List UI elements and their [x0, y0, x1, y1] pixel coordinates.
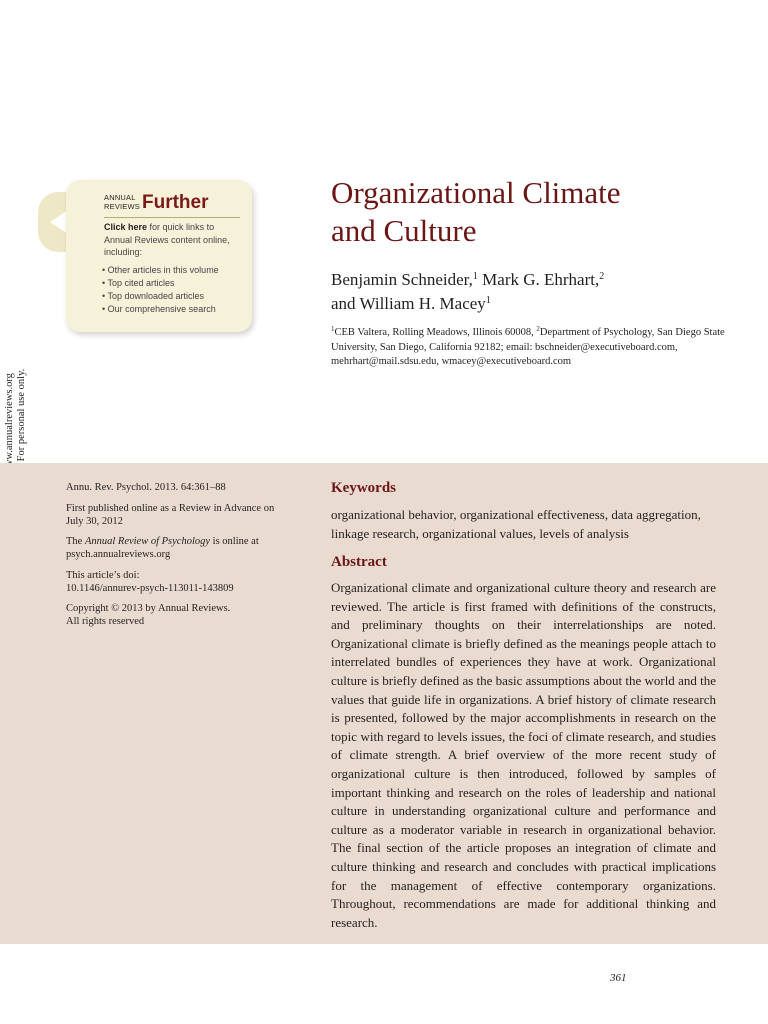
online-pre: The — [66, 536, 85, 547]
title-line2: and Culture — [331, 213, 477, 248]
online-post: is online at psych.annualreviews.org — [66, 536, 259, 560]
author-list — [331, 268, 751, 316]
affil-part-1: CEB Valtera, Rolling Meadows, Illinois 60008, — [334, 327, 537, 338]
further-link-top-downloaded[interactable]: • Top downloaded articles — [102, 291, 205, 301]
further-link-other-articles[interactable]: • Other articles in this volume — [102, 265, 219, 275]
article-title — [331, 174, 751, 250]
affil-sup-1: 1 — [331, 325, 335, 333]
rights: All rights reserved — [66, 616, 145, 627]
further-label: Further — [142, 192, 209, 213]
further-link-top-cited[interactable]: • Top cited articles — [102, 278, 175, 288]
further-links-list — [102, 264, 247, 316]
doi-block — [66, 569, 286, 595]
click-here-link[interactable]: Click here — [104, 222, 148, 232]
further-intro — [104, 221, 244, 259]
affiliations — [331, 326, 731, 370]
author-1-affil: 1 — [472, 271, 478, 282]
affil-sup-2: 2 — [536, 325, 540, 333]
further-box[interactable] — [66, 180, 252, 332]
title-line1: Organizational Climate — [331, 175, 621, 210]
abstract-heading: Abstract — [331, 554, 387, 570]
author-2-affil: 2 — [599, 271, 605, 282]
further-divider — [104, 217, 240, 218]
annual-reviews-label: ANNUAL REVIEWS — [104, 193, 140, 211]
journal-name: Annual Review of Psychology — [84, 536, 211, 547]
author-3: and William H. Macey — [331, 294, 486, 313]
online-note — [66, 535, 286, 561]
further-link-search[interactable]: • Our comprehensive search — [102, 304, 216, 314]
abstract-text: Organizational climate and organizational culture theory and research are reviewed. The article is first framed with definitions of the constructs, and preliminary thoughts on their interrelationships are noted. Organizational climate is briefly defined as the meanings people attach to interrelated bundles of experiences they have at work. Organizational culture is briefly defined as the basic assumptions about the world and the values that guide life in organizations. A brief history of climate research is presented, followed by the major accomplishments in research on the topic with regard to levels issues, the foci of climate research, and studies of climate strength. A brief overview of the more recent study of organizational culture is then introduced, followed by samples of important thinking and research on the roles of leadership and national culture in understanding organizational culture and performance and culture as a moderator variable in research in organizational behavior. The final section of the article proposes an integration of climate and culture thinking and research and concludes with practical implications for the management of effective contemporary organizations. Throughout, recommendations are made for additional thinking and research. — [331, 580, 716, 930]
copyright-block — [66, 602, 286, 628]
doi-label: This article’s doi: — [66, 569, 140, 581]
keywords-text: organizational behavior, organizational effectiveness, data aggregation, linkage research, organizational values, levels of analysis — [331, 507, 701, 541]
article-meta — [66, 481, 286, 636]
affil-part-2: Department of Psychology, San Diego State University, San Diego, California 92182; email: bschneider@executiveboard.com, mehrhart@mail.sdsu.edu, wmacey@executiveboard.com — [331, 327, 725, 367]
author-2: Mark G. Ehrhart, — [477, 270, 600, 289]
author-3-affil: 1 — [485, 295, 491, 306]
author-1: Benjamin Schneider, — [331, 270, 473, 289]
doi-value[interactable]: 10.1146/annurev-psych-113011-143809 — [66, 582, 234, 594]
first-published: First published online as a Review in Advance on July 30, 2012 — [66, 502, 275, 527]
page-number: 361 — [610, 972, 627, 984]
keywords-heading: Keywords — [331, 480, 396, 496]
citation: Annu. Rev. Psychol. 2013. 64:361–88 — [66, 482, 226, 493]
copyright: Copyright © 2013 by Annual Reviews. — [66, 603, 231, 614]
further-intro-text: for quick links to Annual Reviews content online, including: — [104, 222, 230, 257]
